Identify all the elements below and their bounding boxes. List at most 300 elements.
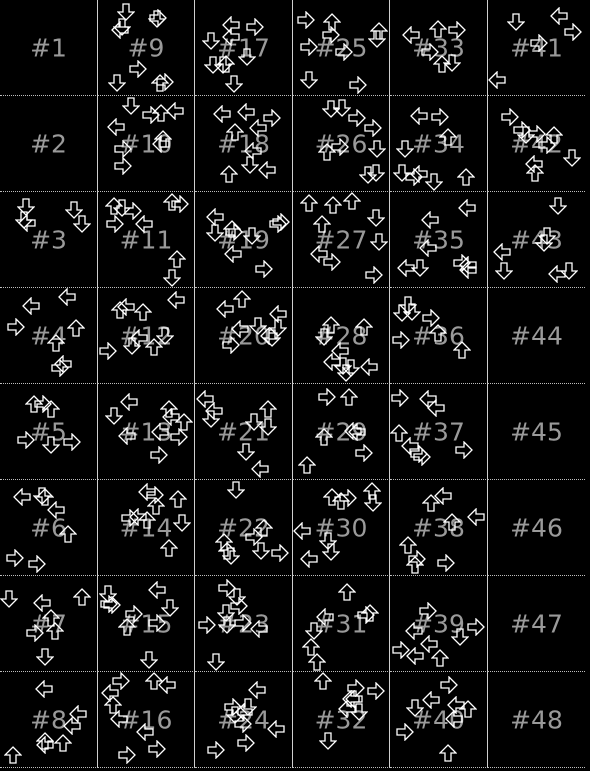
arrow-right-icon <box>263 109 281 127</box>
arrow-right-icon <box>255 260 273 278</box>
arrow-up-icon <box>298 456 316 474</box>
arrow-right-icon <box>207 741 225 759</box>
arrow-up-icon <box>73 588 91 606</box>
chart-cell[interactable] <box>0 480 98 576</box>
arrow-down-icon <box>105 407 123 425</box>
arrow-up-icon <box>457 168 475 186</box>
arrow-down-icon <box>396 140 414 158</box>
arrow-right-icon <box>63 433 81 451</box>
chart-cell[interactable] <box>488 480 585 576</box>
arrow-right-icon <box>413 448 431 466</box>
arrow-down-icon <box>204 56 222 74</box>
arrow-up-icon <box>134 303 152 321</box>
chart-number-label: #33 <box>412 33 465 62</box>
arrow-right-icon <box>234 715 252 733</box>
chart-cell[interactable] <box>0 0 98 96</box>
arrow-left-icon <box>138 483 156 501</box>
chart-cell[interactable] <box>390 384 488 480</box>
arrow-up-icon <box>313 215 331 233</box>
arrow-left-icon <box>410 107 428 125</box>
arrow-down-icon <box>238 48 256 66</box>
arrow-right-icon <box>455 441 473 459</box>
arrow-down-icon <box>403 303 421 321</box>
arrow-down-icon <box>173 514 191 532</box>
arrow-down-icon <box>113 18 131 36</box>
arrow-down-icon <box>300 71 318 89</box>
arrow-left-icon <box>35 680 53 698</box>
arrow-down-icon <box>319 532 337 550</box>
chart-number-label: #45 <box>510 417 563 446</box>
arrow-down-icon <box>42 436 60 454</box>
chart-cell[interactable] <box>98 576 195 672</box>
arrow-up-icon <box>340 388 358 406</box>
arrow-up-icon <box>422 494 440 512</box>
arrow-down-icon <box>249 317 267 335</box>
chart-cell[interactable] <box>195 672 293 768</box>
arrow-left-icon <box>467 508 485 526</box>
arrow-down-icon <box>305 622 323 640</box>
chart-cell[interactable] <box>98 480 195 576</box>
chart-cell[interactable] <box>488 576 585 672</box>
chart-number-label: #31 <box>314 609 368 638</box>
chart-cell[interactable] <box>98 0 195 96</box>
chart-cell[interactable] <box>390 96 488 192</box>
chart-cell[interactable] <box>488 96 585 192</box>
chart-cell[interactable] <box>488 0 585 96</box>
arrow-up-icon <box>308 653 326 671</box>
arrow-down-icon <box>252 542 270 560</box>
arrow-right-icon <box>357 606 375 624</box>
chart-cell[interactable] <box>293 576 390 672</box>
arrow-up-icon <box>390 424 408 442</box>
arrow-right-icon <box>440 676 458 694</box>
chart-cell[interactable] <box>293 672 390 768</box>
arrow-right-icon <box>408 550 426 568</box>
chart-cell[interactable] <box>390 672 488 768</box>
chart-cell[interactable] <box>293 384 390 480</box>
arrow-down-icon <box>243 227 261 245</box>
arrow-left-icon <box>251 460 269 478</box>
chart-cell[interactable] <box>195 192 293 288</box>
arrow-right-icon <box>348 109 366 127</box>
arrow-right-icon <box>355 444 373 462</box>
chart-number-label: #20 <box>217 321 270 350</box>
chart-cell[interactable] <box>390 288 488 384</box>
arrow-right-icon <box>103 596 121 614</box>
arrow-down-icon <box>535 234 553 252</box>
arrow-up-icon <box>233 290 251 308</box>
chart-cell[interactable] <box>488 384 585 480</box>
arrow-right-icon <box>99 342 117 360</box>
arrow-up-icon <box>220 165 238 183</box>
arrow-right-icon <box>121 509 139 527</box>
arrow-left-icon <box>405 622 423 640</box>
arrow-up-icon <box>355 318 373 336</box>
arrow-up-icon <box>439 128 457 146</box>
chart-cell[interactable] <box>293 480 390 576</box>
arrow-left-icon <box>338 700 356 718</box>
arrow-right-icon <box>148 740 166 758</box>
arrow-left-icon <box>258 161 276 179</box>
chart-number-label: #47 <box>510 609 563 638</box>
arrow-down-icon <box>225 75 243 93</box>
chart-number-label: #2 <box>30 129 67 158</box>
arrow-up-icon <box>59 525 77 543</box>
chart-number-label: #35 <box>412 225 465 254</box>
arrow-down-icon <box>367 209 385 227</box>
chart-cell[interactable] <box>98 192 195 288</box>
arrow-left-icon <box>360 358 378 376</box>
chart-cell[interactable] <box>0 192 98 288</box>
arrow-left-icon <box>410 165 428 183</box>
arrow-left-icon <box>458 199 476 217</box>
arrow-down-icon <box>315 328 333 346</box>
arrow-right-icon <box>364 119 382 137</box>
chart-cell[interactable] <box>98 384 195 480</box>
arrow-left-icon <box>267 720 285 738</box>
chart-cell[interactable] <box>195 576 293 672</box>
arrow-up-icon <box>314 672 332 690</box>
arrow-up-icon <box>323 488 341 506</box>
chart-number-label: #1 <box>30 33 67 62</box>
arrow-down-icon <box>368 140 386 158</box>
arrow-up-icon <box>318 143 336 161</box>
chart-number-label: #42 <box>510 129 563 158</box>
chart-number-label: #36 <box>412 321 465 350</box>
arrow-down-icon <box>108 74 126 92</box>
arrow-down-icon <box>122 97 140 115</box>
chart-number-label: #10 <box>119 129 173 158</box>
arrow-right-icon <box>170 428 188 446</box>
arrow-up-icon <box>4 746 22 764</box>
arrow-right-icon <box>17 431 35 449</box>
arrow-right-icon <box>365 266 383 284</box>
arrow-right-icon <box>7 318 25 336</box>
chart-number-label: #23 <box>217 609 270 638</box>
arrow-down-icon <box>0 590 18 608</box>
arrow-left-icon <box>22 297 40 315</box>
chart-number-label: #18 <box>217 129 270 158</box>
arrow-right-icon <box>513 121 531 139</box>
arrow-left-icon <box>459 261 477 279</box>
chart-number-label: #9 <box>127 33 165 62</box>
arrow-right-icon <box>218 579 236 597</box>
arrow-down-icon <box>334 357 352 375</box>
arrow-right-icon <box>114 157 132 175</box>
arrow-left-icon <box>488 71 506 89</box>
arrow-down-icon <box>241 156 259 174</box>
arrow-left-icon <box>421 211 439 229</box>
arrow-up-icon <box>338 583 356 601</box>
arrow-down-icon <box>237 443 255 461</box>
arrow-left-icon <box>63 717 81 735</box>
arrow-down-icon <box>364 494 382 512</box>
arrow-right-icon <box>28 555 46 573</box>
arrow-down-icon <box>411 259 429 277</box>
chart-cell[interactable] <box>195 384 293 480</box>
chart-number-label: #34 <box>412 129 465 158</box>
arrow-left-icon <box>151 423 169 441</box>
chart-cell[interactable] <box>195 96 293 192</box>
chart-number-label: #32 <box>314 705 368 734</box>
chart-cell[interactable] <box>0 96 98 192</box>
arrow-right-icon <box>129 60 147 78</box>
chart-number-label: #27 <box>314 225 368 254</box>
arrow-left-icon <box>224 245 242 263</box>
arrow-left-icon <box>58 288 76 306</box>
arrow-down-icon <box>140 651 158 669</box>
arrow-right-icon <box>564 23 582 41</box>
arrow-left-icon <box>118 427 136 445</box>
arrow-right-icon <box>431 108 449 126</box>
arrow-right-icon <box>118 746 136 764</box>
arrow-right-icon <box>323 253 341 271</box>
arrow-right-icon <box>392 331 410 349</box>
arrow-down-icon <box>163 269 181 287</box>
arrow-up-icon <box>54 734 72 752</box>
chart-cell[interactable] <box>195 288 293 384</box>
arrow-right-icon <box>271 544 289 562</box>
arrow-left-icon <box>447 696 465 714</box>
chart-cell[interactable] <box>98 288 195 384</box>
arrow-up-icon <box>111 301 129 319</box>
chart-number-label: #41 <box>510 33 563 62</box>
arrow-down-icon <box>207 653 225 671</box>
arrow-up-icon <box>453 341 471 359</box>
arrow-up-icon <box>370 22 388 40</box>
arrow-left-icon <box>250 620 268 638</box>
arrow-right-icon <box>6 549 24 567</box>
arrow-right-icon <box>246 18 264 36</box>
chart-number-label: #14 <box>119 513 173 542</box>
chart-cell[interactable] <box>390 0 488 96</box>
arrow-up-icon <box>138 511 156 529</box>
arrow-down-icon <box>245 413 263 431</box>
chart-number-label: #22 <box>217 513 270 542</box>
chart-number-label: #38 <box>412 513 465 542</box>
arrow-left-icon <box>54 355 72 373</box>
arrow-down-icon <box>202 32 220 50</box>
arrow-right-icon <box>198 616 216 634</box>
arrow-left-icon <box>13 488 31 506</box>
arrow-right-icon <box>148 614 166 632</box>
chart-number-label: #29 <box>314 417 368 446</box>
arrow-left-icon <box>422 691 440 709</box>
arrow-right-icon <box>225 223 243 241</box>
arrow-down-icon <box>113 199 131 217</box>
chart-cell[interactable] <box>390 480 488 576</box>
chart-number-label: #13 <box>119 417 173 446</box>
arrow-up-icon <box>169 490 187 508</box>
arrow-left-icon <box>419 239 437 257</box>
arrow-down-icon <box>507 13 525 31</box>
arrow-up-icon <box>42 400 60 418</box>
chart-cell[interactable] <box>293 0 390 96</box>
chart-cell[interactable] <box>488 672 585 768</box>
chart-number-label: #48 <box>510 705 563 734</box>
arrow-right-icon <box>335 43 353 61</box>
arrow-up-icon <box>145 338 163 356</box>
arrow-left-icon <box>493 243 511 261</box>
arrow-right-icon <box>419 602 437 620</box>
arrow-right-icon <box>367 682 385 700</box>
arrow-down-icon <box>319 732 337 750</box>
arrow-left-icon <box>269 305 287 323</box>
arrow-right-icon <box>222 336 240 354</box>
arrow-left-icon <box>419 390 437 408</box>
arrow-left-icon <box>136 723 154 741</box>
arrow-down-icon <box>202 410 220 428</box>
arrow-up-icon <box>526 164 544 182</box>
arrow-right-icon <box>125 605 143 623</box>
chart-cell[interactable] <box>0 288 98 384</box>
arrow-right-icon <box>114 140 132 158</box>
chart-number-label: #12 <box>119 321 173 350</box>
arrow-right-icon <box>467 618 485 636</box>
arrow-left-icon <box>107 118 125 136</box>
arrow-up-icon <box>315 428 333 446</box>
chart-cell[interactable] <box>293 192 390 288</box>
chart-number-label: #44 <box>510 321 563 350</box>
arrow-down-icon <box>33 487 51 505</box>
chart-cell[interactable] <box>488 288 585 384</box>
arrow-up-icon <box>152 104 170 122</box>
arrow-down-icon <box>217 604 235 622</box>
chart-cell[interactable] <box>195 0 293 96</box>
chart-cell[interactable] <box>390 192 488 288</box>
chart-number-label: #30 <box>314 513 368 542</box>
arrow-up-icon <box>324 196 342 214</box>
arrow-up-icon <box>443 513 461 531</box>
arrow-down-icon <box>393 164 411 182</box>
arrow-left-icon <box>167 291 185 309</box>
arrow-down-icon <box>73 215 91 233</box>
arrow-up-icon <box>67 319 85 337</box>
arrow-up-icon <box>145 672 163 690</box>
chart-cell[interactable] <box>0 672 98 768</box>
arrow-up-icon <box>163 193 181 211</box>
arrow-up-icon <box>323 13 341 31</box>
arrow-down-icon <box>370 233 388 251</box>
arrow-left-icon <box>344 422 362 440</box>
chart-cell[interactable] <box>0 384 98 480</box>
arrow-right-icon <box>150 446 168 464</box>
chart-number-label: #5 <box>30 417 67 446</box>
arrow-up-icon <box>300 194 318 212</box>
chart-cell[interactable] <box>195 480 293 576</box>
chart-cell[interactable] <box>293 288 390 384</box>
chart-number-label: #24 <box>217 705 270 734</box>
chart-number-label: #26 <box>314 129 368 158</box>
chart-number-label: #17 <box>217 33 270 62</box>
arrow-up-icon <box>104 696 122 714</box>
chart-number-label: #39 <box>412 609 465 638</box>
arrow-right-icon <box>349 76 367 94</box>
arrow-left-icon <box>216 300 234 318</box>
arrow-left-icon <box>548 265 566 283</box>
arrow-up-icon <box>36 732 54 750</box>
arrow-down-icon <box>451 628 469 646</box>
arrow-right-icon <box>106 215 124 233</box>
arrow-right-icon <box>156 73 174 91</box>
arrow-left-icon <box>152 135 170 153</box>
arrow-up-icon <box>429 20 447 38</box>
chart-cell[interactable] <box>293 96 390 192</box>
arrow-down-icon <box>549 197 567 215</box>
chart-number-label: #46 <box>510 513 563 542</box>
arrow-up-icon <box>226 123 244 141</box>
chart-number-label: #40 <box>412 705 465 734</box>
arrow-left-icon <box>213 105 231 123</box>
chart-cell[interactable] <box>98 96 195 192</box>
chart-number-label: #15 <box>119 609 173 638</box>
arrow-down-icon <box>15 211 33 229</box>
arrow-right-icon <box>422 309 440 327</box>
arrow-left-icon <box>300 550 318 568</box>
chart-number-label: #21 <box>217 417 270 446</box>
arrow-right-icon <box>437 554 455 572</box>
arrow-left-icon <box>135 215 153 233</box>
chart-number-label: #7 <box>30 609 67 638</box>
chart-number-label: #25 <box>314 33 368 62</box>
chart-number-label: #3 <box>30 225 67 254</box>
arrow-right-icon <box>112 672 130 690</box>
arrow-right-icon <box>272 213 290 231</box>
arrow-up-icon <box>47 334 65 352</box>
arrow-right-icon <box>300 38 318 56</box>
arrow-left-icon <box>293 522 311 540</box>
arrow-up-icon <box>42 609 60 627</box>
chart-cell[interactable] <box>0 576 98 672</box>
chart-cell[interactable] <box>488 192 585 288</box>
arrow-down-icon <box>148 10 166 28</box>
arrow-up-icon <box>545 126 563 144</box>
arrow-up-icon <box>215 533 233 551</box>
arrow-right-icon <box>396 723 414 741</box>
arrow-down-icon <box>206 224 224 242</box>
arrow-down-icon <box>359 166 377 184</box>
chart-cell[interactable] <box>98 672 195 768</box>
chart-number-label: #6 <box>30 513 67 542</box>
arrow-right-icon <box>448 21 466 39</box>
arrow-down-icon <box>36 648 54 666</box>
arrow-right-icon <box>26 624 44 642</box>
chart-number-label: #8 <box>30 705 67 734</box>
arrow-right-icon <box>297 11 315 29</box>
arrow-right-icon <box>318 388 336 406</box>
chart-number-label: #4 <box>30 321 67 350</box>
arrow-right-icon <box>421 43 439 61</box>
chart-number-label: #43 <box>510 225 563 254</box>
arrow-right-icon <box>530 34 548 52</box>
arrow-down-icon <box>495 262 513 280</box>
arrow-up-icon <box>160 539 178 557</box>
arrow-down-icon <box>443 54 461 72</box>
arrow-right-icon <box>237 734 255 752</box>
arrow-left-icon <box>148 581 166 599</box>
arrow-left-icon <box>222 28 240 46</box>
chart-number-label: #16 <box>119 705 173 734</box>
chart-number-label: #37 <box>412 417 465 446</box>
arrow-right-icon <box>391 389 409 407</box>
arrow-down-icon <box>563 149 581 167</box>
arrow-left-icon <box>248 681 266 699</box>
arrow-up-icon <box>343 192 361 210</box>
chart-number-label: #19 <box>217 225 270 254</box>
chart-number-label: #11 <box>119 225 173 254</box>
arrow-down-icon <box>227 481 245 499</box>
chart-cell[interactable] <box>390 576 488 672</box>
